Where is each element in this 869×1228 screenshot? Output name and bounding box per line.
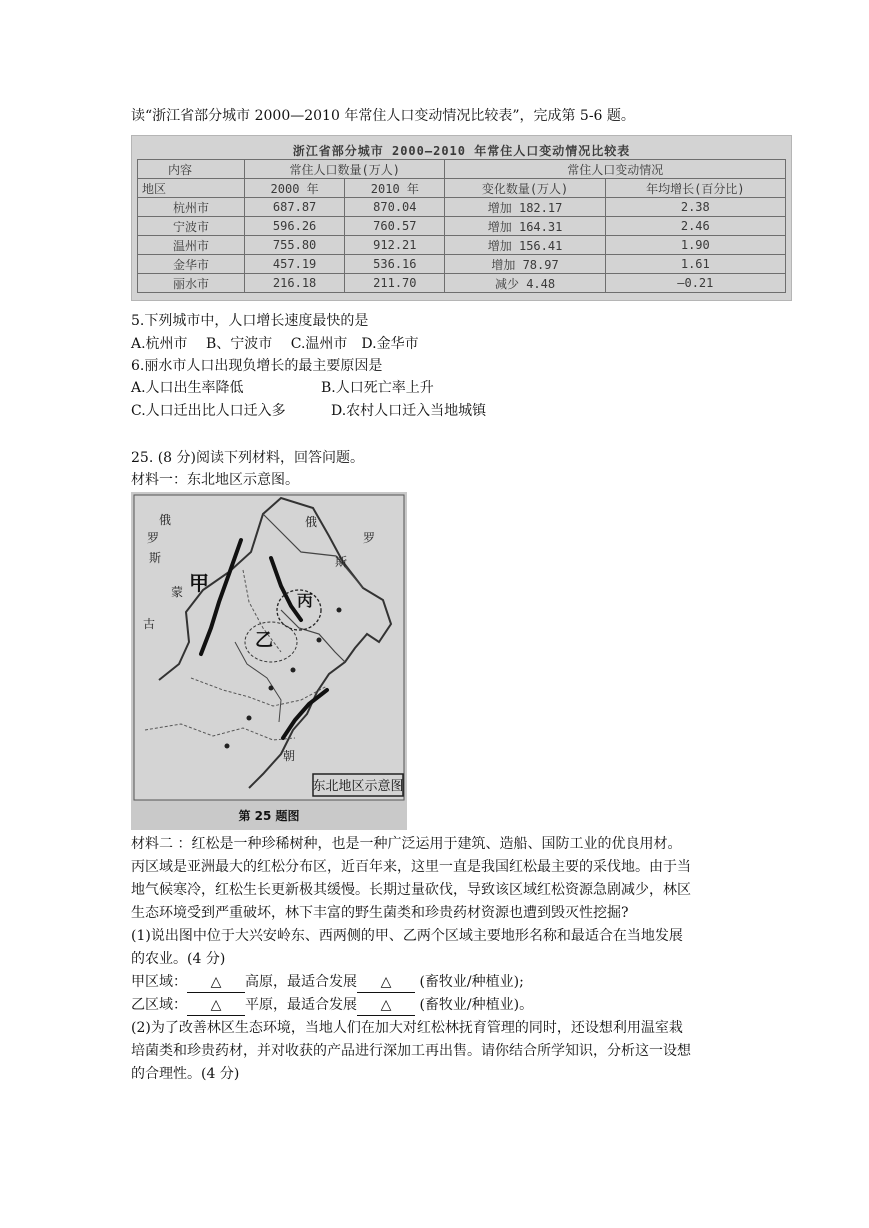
- table-group-population: 常住人口数量(万人): [245, 160, 445, 179]
- table-cell-change: 减少 4.48: [445, 274, 605, 293]
- jia-mid-text: 高原，最适合发展: [245, 974, 357, 990]
- table-cell-rate: 2.46: [605, 217, 785, 236]
- table-cell-2000: 687.87: [245, 198, 345, 217]
- table-corner-top: 内容: [138, 160, 245, 179]
- map-label-region-jia: 甲: [189, 571, 209, 595]
- table-cell-rate: 1.90: [605, 236, 785, 255]
- table-cell-rate: 2.38: [605, 198, 785, 217]
- material-two-line-4: 生态环境受到严重破坏，林下丰富的野生菌类和珍贵药材资源也遭到毁灭性挖掘?: [131, 905, 629, 921]
- jia-options-text: (畜牧业/种植业);: [415, 974, 524, 990]
- q6-stem: 6.丽水市人口出现负增长的最主要原因是: [131, 358, 383, 374]
- table-cell-city: 杭州市: [138, 198, 245, 217]
- table-cell-change: 增加 164.31: [445, 217, 605, 236]
- table-header-2000: 2000 年: [245, 179, 345, 198]
- map-label-mongolia-2: 古: [143, 617, 156, 631]
- table-header-change: 变化数量(万人): [445, 179, 605, 198]
- jia-label: 甲区域：: [131, 974, 187, 990]
- part2-line-1: (2)为了改善林区生态环境，当地人们在加大对红松林抚育管理的同时，还设想利用温室栽: [131, 1020, 683, 1036]
- part1-line-2: 的农业。(4 分): [131, 951, 226, 967]
- q6-option-b: B.人口死亡率上升: [321, 380, 434, 396]
- table-row: [138, 198, 786, 217]
- table-cell-change: 增加 156.41: [445, 236, 605, 255]
- part2-line-2: 培菌类和珍贵药材，并对收获的产品进行深加工再出售。请你结合所学知识，分析这一设想: [131, 1043, 691, 1059]
- part1-line-1: (1)说出图中位于大兴安岭东、西两侧的甲、乙两个区域主要地形名称和最适合在当地发展: [131, 928, 683, 944]
- jia-agriculture-blank[interactable]: △: [357, 972, 415, 993]
- table-cell-2000: 596.26: [245, 217, 345, 236]
- map-label-russia-w3: 斯: [149, 551, 162, 565]
- table-header-rate: 年均增长(百分比): [605, 179, 785, 198]
- table-title: 浙江省部分城市 2000—2010 年常住人口变动情况比较表: [292, 144, 631, 158]
- table-cell-city: 丽水市: [138, 274, 245, 293]
- q5-stem: 5.下列城市中，人口增长速度最快的是: [131, 313, 369, 329]
- jia-answer-line: [131, 972, 524, 993]
- q6-option-c: C.人口迁出比人口迁入多: [131, 403, 286, 419]
- jia-terrain-blank[interactable]: △: [187, 972, 245, 993]
- table-cell-2010: 760.57: [345, 217, 445, 236]
- table-row: [138, 274, 786, 293]
- table-row: [138, 255, 786, 274]
- table-header-2010: 2010 年: [345, 179, 445, 198]
- map-label-russia-w1: 俄: [159, 513, 172, 527]
- table-cell-change: 增加 78.97: [445, 255, 605, 274]
- map-label-region-bing: 丙: [297, 591, 314, 610]
- table-cell-2010: 912.21: [345, 236, 445, 255]
- yi-answer-line: [131, 995, 533, 1016]
- table-cell-2000: 216.18: [245, 274, 345, 293]
- table-cell-city: 宁波市: [138, 217, 245, 236]
- material-two-line-2: 丙区域是亚洲最大的红松分布区，近百年来，这里一直是我国红松最主要的采伐地。由于当: [131, 859, 691, 875]
- table-cell-rate: —0.21: [605, 274, 785, 293]
- q6-option-d: D.农村人口迁入当地城镇: [331, 403, 487, 419]
- yi-agriculture-blank[interactable]: △: [357, 995, 415, 1016]
- material-two-line-1: 材料二 ：红松是一种珍稀树种，也是一种广泛运用于建筑、造船、国防工业的优良用材。: [131, 836, 682, 852]
- table-group-change: 常住人口变动情况: [445, 160, 786, 179]
- table-cell-2000: 755.80: [245, 236, 345, 255]
- map-label-korea: 朝: [283, 749, 296, 763]
- map-label-russia-e3: 斯: [335, 555, 348, 569]
- yi-mid-text: 平原，最适合发展: [245, 997, 357, 1013]
- table-cell-2000: 457.19: [245, 255, 345, 274]
- map-label-mongolia-1: 蒙: [171, 585, 184, 599]
- table-row: [138, 236, 786, 255]
- map-label-russia-e2: 罗: [363, 531, 376, 545]
- q6-option-a: A.人口出生率降低: [131, 380, 244, 396]
- map-label-region-yi: 乙: [255, 630, 273, 651]
- map-label-russia-e1: 俄: [305, 515, 318, 529]
- yi-terrain-blank[interactable]: △: [187, 995, 245, 1016]
- table-cell-change: 增加 182.17: [445, 198, 605, 217]
- yi-label: 乙区域：: [131, 997, 187, 1013]
- table-cell-rate: 1.61: [605, 255, 785, 274]
- table-row: [138, 217, 786, 236]
- material-one-label: 材料一：东北地区示意图。: [131, 472, 299, 488]
- yi-options-text: (畜牧业/种植业)。: [415, 997, 534, 1013]
- table-cell-city: 温州市: [138, 236, 245, 255]
- table-cell-2010: 536.16: [345, 255, 445, 274]
- population-table: [137, 142, 786, 293]
- population-table-image: [131, 135, 792, 301]
- intro-text: 读“浙江省部分城市 2000—2010 年常住人口变动情况比较表”，完成第 5-6 题。: [131, 108, 635, 124]
- q5-options: A.杭州市 B、宁波市 C.温州市 D.金华市: [131, 336, 419, 352]
- map-inset-title: 东北地区示意图: [312, 779, 404, 794]
- northeast-china-map: [131, 492, 407, 830]
- table-cell-city: 金华市: [138, 255, 245, 274]
- map-label-russia-w2: 罗: [147, 531, 160, 545]
- table-corner-bottom: 地区: [138, 179, 245, 198]
- q25-heading: 25. (8 分)阅读下列材料，回答问题。: [131, 450, 364, 466]
- material-two-line-3: 地气候寒冷，红松生长更新极其缓慢。长期过量砍伐，导致该区域红松资源急剧减少，林区: [131, 882, 691, 898]
- table-cell-2010: 870.04: [345, 198, 445, 217]
- table-cell-2010: 211.70: [345, 274, 445, 293]
- map-caption: 第 25 题图: [238, 809, 300, 823]
- part2-line-3: 的合理性。(4 分): [131, 1066, 240, 1082]
